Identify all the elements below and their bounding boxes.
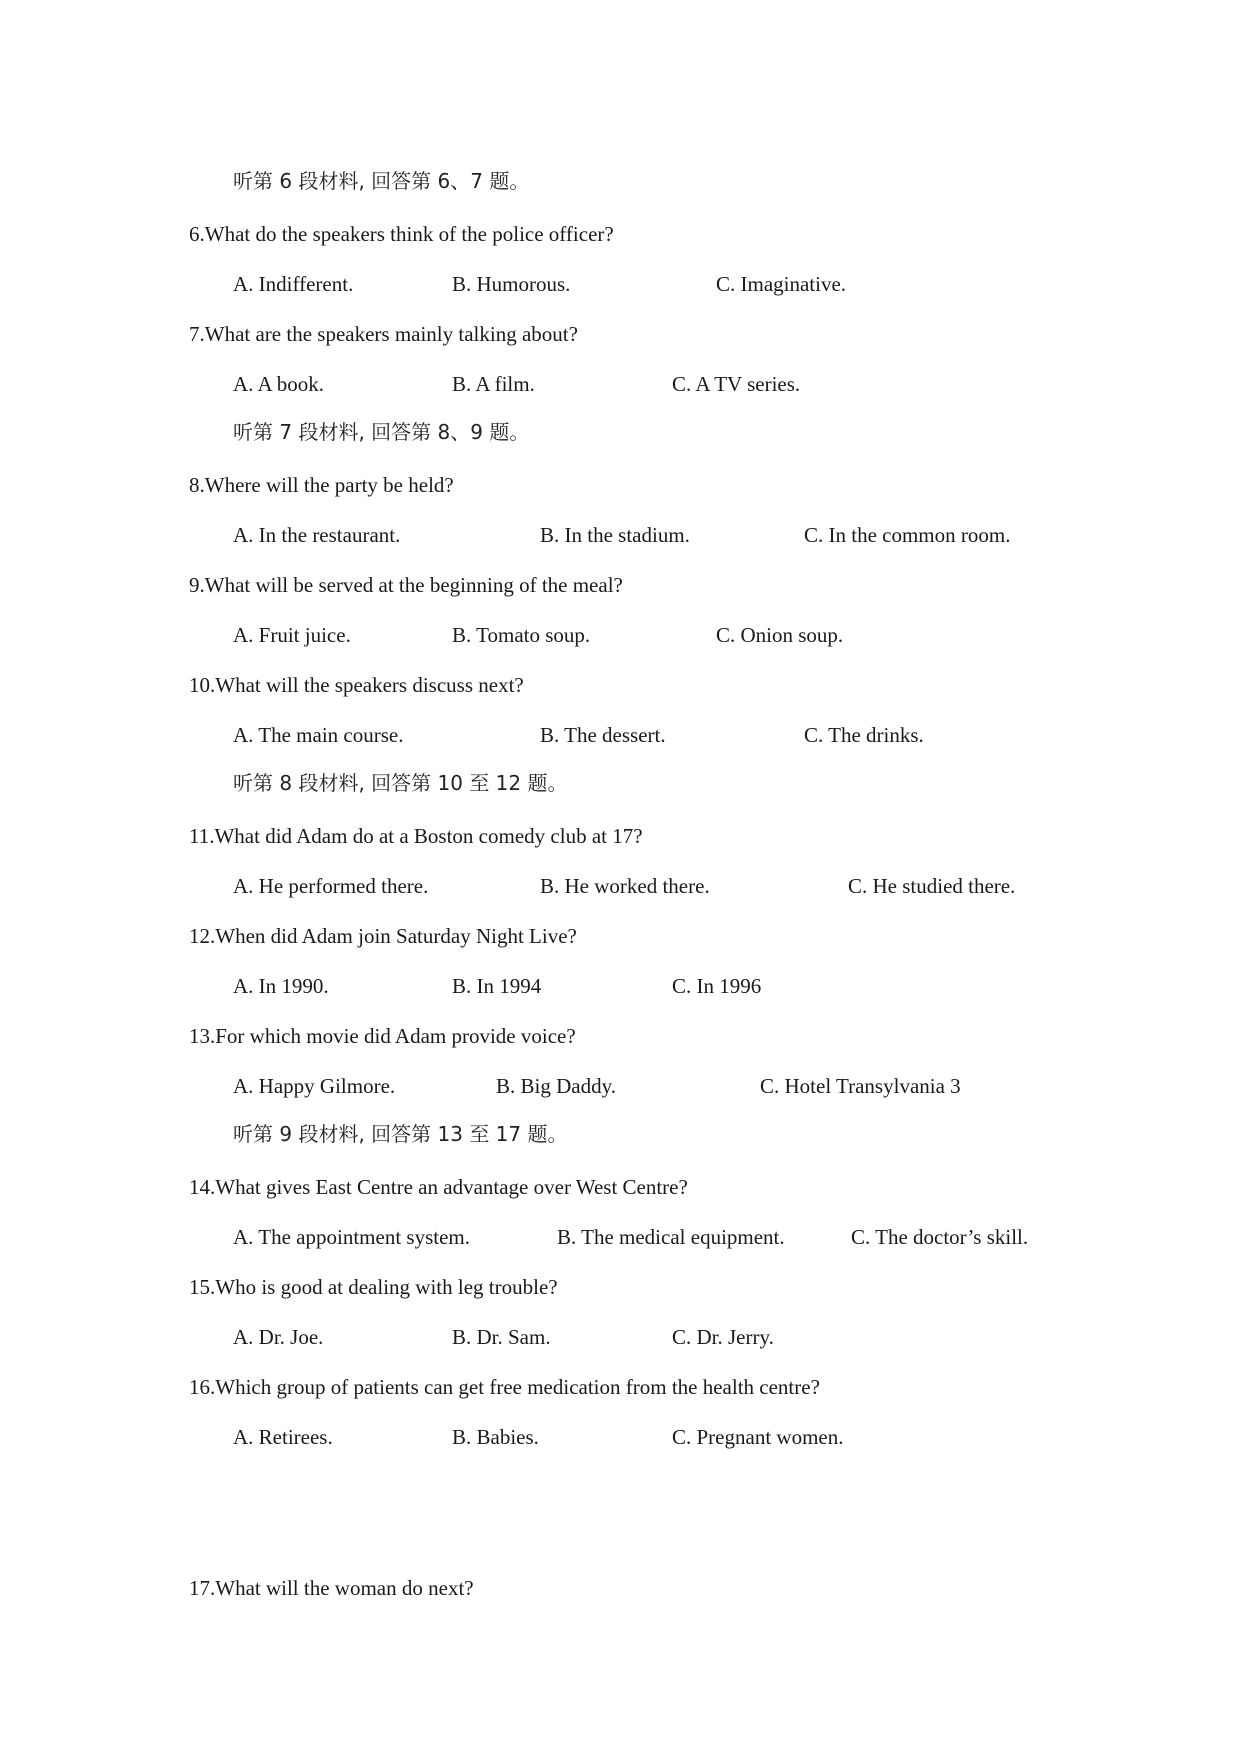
q12-option-b: B. In 1994 [452,974,542,998]
question-7: 7.What are the speakers mainly talking about? [189,322,578,346]
q6-option-c: C. Imaginative. [716,272,847,296]
q15-option-a: A. Dr. Joe. [233,1325,324,1349]
q15-option-b: B. Dr. Sam. [452,1325,551,1349]
q14-option-c: C. The doctor’s skill. [851,1225,1029,1249]
question-10: 10.What will the speakers discuss next? [189,673,524,697]
section-heading-6: 听第 6 段材料, 回答第 6、7 题。 [233,169,530,193]
question-8: 8.Where will the party be held? [189,473,454,497]
question-6: 6.What do the speakers think of the police officer? [189,222,614,246]
q11-option-b: B. He worked there. [540,874,710,898]
q6-option-a: A. Indifferent. [233,272,354,296]
q13-option-b: B. Big Daddy. [496,1074,616,1098]
q16-option-a: A. Retirees. [233,1425,333,1449]
question-16: 16.Which group of patients can get free medication from the health centre? [189,1375,820,1399]
q10-option-a: A. The main course. [233,723,404,747]
q7-option-c: C. A TV series. [672,372,801,396]
question-9: 9.What will be served at the beginning of the meal? [189,573,623,597]
question-12: 12.When did Adam join Saturday Night Live? [189,924,577,948]
q12-option-a: A. In 1990. [233,974,329,998]
q11-option-c: C. He studied there. [848,874,1016,898]
q7-option-a: A. A book. [233,372,325,396]
q8-option-c: C. In the common room. [804,523,1011,547]
q14-option-a: A. The appointment system. [233,1225,470,1249]
q9-option-a: A. Fruit juice. [233,623,351,647]
q6-option-b: B. Humorous. [452,272,571,296]
question-14: 14.What gives East Centre an advantage over West Centre? [189,1175,688,1199]
question-15: 15.Who is good at dealing with leg trouble? [189,1275,558,1299]
q13-option-c: C. Hotel Transylvania 3 [760,1074,961,1098]
q13-option-a: A. Happy Gilmore. [233,1074,396,1098]
question-11: 11.What did Adam do at a Boston comedy club at 17? [189,824,643,848]
q10-option-b: B. The dessert. [540,723,666,747]
q16-option-c: C. Pregnant women. [672,1425,844,1449]
question-13: 13.For which movie did Adam provide voice? [189,1024,576,1048]
section-heading-9: 听第 9 段材料, 回答第 13 至 17 题。 [233,1122,568,1146]
q8-option-b: B. In the stadium. [540,523,690,547]
q11-option-a: A. He performed there. [233,874,429,898]
section-heading-8: 听第 8 段材料, 回答第 10 至 12 题。 [233,771,568,795]
q10-option-c: C. The drinks. [804,723,924,747]
q12-option-c: C. In 1996 [672,974,762,998]
q14-option-b: B. The medical equipment. [557,1225,785,1249]
q15-option-c: C. Dr. Jerry. [672,1325,774,1349]
q7-option-b: B. A film. [452,372,535,396]
q8-option-a: A. In the restaurant. [233,523,401,547]
q16-option-b: B. Babies. [452,1425,539,1449]
q9-option-c: C. Onion soup. [716,623,844,647]
q9-option-b: B. Tomato soup. [452,623,591,647]
section-heading-7: 听第 7 段材料, 回答第 8、9 题。 [233,420,530,444]
question-17: 17.What will the woman do next? [189,1576,474,1600]
